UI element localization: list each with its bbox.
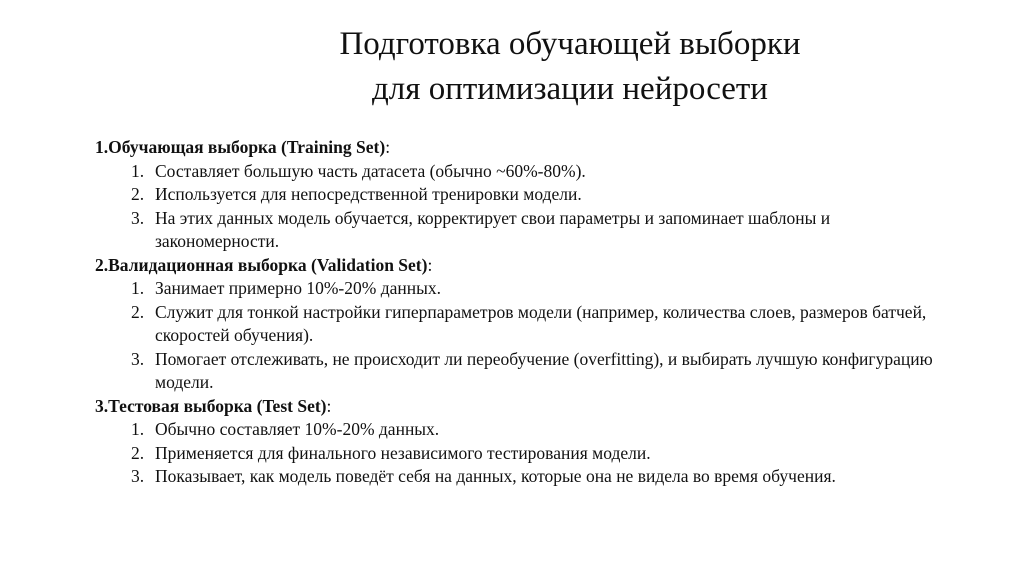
list-item-number: 3.	[131, 348, 145, 369]
slide-content	[95, 136, 945, 489]
section-number: 2.	[95, 254, 109, 275]
list-item	[95, 348, 945, 395]
list-item-number: 1.	[131, 160, 145, 181]
section-heading-colon: :	[326, 395, 332, 416]
list-item	[95, 277, 945, 301]
list-item-text: На этих данных модель обучается, корректирует свои параметры и запоминает шаблоны и закономерности.	[155, 207, 831, 251]
section-number: 3.	[95, 395, 109, 416]
list-item-text: Занимает примерно 10%-20% данных.	[155, 278, 441, 298]
list-item-number: 1.	[131, 278, 145, 298]
list-item	[95, 207, 945, 254]
section-item-list	[95, 277, 945, 395]
slide-title-line-1: Подготовка обучающей выборки	[339, 26, 801, 62]
list-item	[95, 183, 945, 207]
list-item-text: Показывает, как модель поведёт себя на данных, которые она не видела во время обучения.	[155, 466, 836, 486]
section-heading-text: Тестовая выборка (Test Set)	[108, 395, 327, 416]
list-item-text: Составляет большую часть датасета (обычно ~60%-80%).	[155, 160, 586, 181]
list-item-number: 3.	[131, 466, 145, 486]
list-item-text: Используется для непосредственной тренировки модели.	[155, 184, 582, 204]
list-item-number: 2.	[131, 442, 145, 463]
section-heading-text: Валидационная выборка (Validation Set)	[108, 254, 428, 275]
list-item-text: Применяется для финального независимого тестирования модели.	[155, 442, 651, 463]
slide-title	[200, 22, 940, 112]
list-item-text: Помогает отслеживать, не происходит ли переобучение (overfitting), и выбирать лучшую конфигурацию модели.	[155, 348, 933, 392]
list-item	[95, 418, 945, 442]
list-item-number: 2.	[131, 301, 145, 322]
list-item	[95, 442, 945, 466]
list-item	[95, 160, 945, 184]
section-heading	[95, 254, 945, 278]
section-heading-text: Обучающая выборка (Training Set)	[108, 137, 386, 157]
list-item	[95, 465, 945, 489]
section-test	[95, 395, 945, 489]
list-item-number: 1.	[131, 419, 145, 439]
section-item-list	[95, 418, 945, 489]
list-item	[95, 301, 945, 348]
section-heading-colon: :	[427, 254, 433, 275]
section-heading	[95, 136, 945, 160]
section-heading	[95, 395, 945, 419]
slide-title-line-2: для оптимизации нейросети	[372, 71, 768, 107]
list-item-text: Служит для тонкой настройки гиперпараметров модели (например, количества слоев, размеров батчей, скоростей обучения).	[155, 301, 927, 345]
list-item-text: Обычно составляет 10%-20% данных.	[155, 419, 440, 439]
section-heading-colon: :	[385, 137, 391, 157]
section-number: 1.	[95, 137, 109, 157]
section-item-list	[95, 160, 945, 254]
list-item-number: 2.	[131, 184, 145, 204]
section-training	[95, 136, 945, 254]
list-item-number: 3.	[131, 207, 145, 228]
section-validation	[95, 254, 945, 395]
